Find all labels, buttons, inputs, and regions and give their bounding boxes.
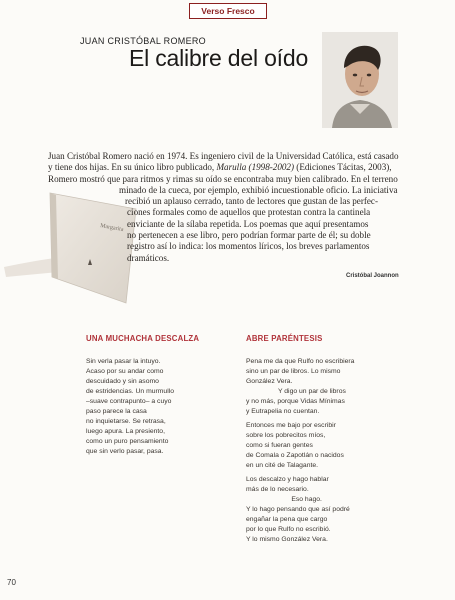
poem-title: UNA MUCHACHA DESCALZA — [86, 334, 200, 343]
intro-line: recibió un aplauso cerrado, tanto de lectores que gustan de las perfec- — [125, 196, 378, 207]
poem-body — [246, 357, 354, 545]
poem-body — [86, 357, 174, 457]
poem-line: en un cité de Talagante. — [246, 462, 319, 469]
poem-line: Eso hago. — [246, 496, 322, 503]
book-title: Marulla (1998-2002) — [216, 162, 295, 173]
poem-line: Y lo hago pensando que así podré — [246, 506, 350, 513]
intro-line: minado de la cueca, por ejemplo, exhibió incuestionable oficio. La iniciativa — [119, 184, 398, 195]
intro-paragraph — [48, 151, 400, 264]
poem-line: Sin verla pasar la intuyo. — [86, 358, 161, 365]
poem-line: y Eutrapelia no cuentan. — [246, 408, 320, 415]
intro-line: y tiene dos hijas. En su único libro publicado, Marulla (1998-2002) (Ediciones Tácitas, 2003), — [48, 162, 392, 173]
author-name: JUAN CRISTÓBAL ROMERO — [80, 36, 206, 46]
poem-line: sobre los pobrecitos míos, — [246, 432, 326, 439]
intro-line: registro así lo indica: los momentos líricos, los breves parlamentos — [127, 241, 370, 252]
poem-line: Acaso por su andar como — [86, 368, 164, 375]
poem-line: y no más, porque Vidas Mínimas — [246, 398, 345, 405]
poem-line: sino un par de libros. Lo mismo — [246, 368, 341, 375]
intro-line: no pertenecen a ese libro, pero podrían formar parte de él; su doble — [127, 230, 371, 241]
poem-line: Los descalzo y hago hablar — [246, 476, 329, 483]
poem-line: Y lo mismo González Vera. — [246, 536, 328, 543]
book-cover-title: Margarita — [99, 223, 124, 234]
poem-line: engañar la pena que cargo — [246, 516, 328, 523]
poem-line: de Comala o Zapotlán o nacidos — [246, 452, 344, 459]
poem-line: que sin verlo pasar, pasa. — [86, 448, 164, 455]
intro-line: enviciante de la sílaba repetida. Los poemas que aquí presentamos — [127, 218, 369, 229]
poem-line: como si fueran gentes — [246, 442, 313, 449]
signature: Cristóbal Joannon — [346, 273, 399, 279]
author-portrait-image — [322, 32, 398, 128]
intro-line: ciones formales como de aquellos que protestan contra la cantinela — [127, 207, 371, 218]
poem-line: no inquietarse. Se retrasa, — [86, 418, 166, 425]
poem-line: descuidado y sin asomo — [86, 378, 159, 385]
intro-line: Juan Cristóbal Romero nació en 1974. Es ingeniero civil de la Universidad Católica, está casado — [48, 151, 399, 161]
poem-line: Pena me da que Rulfo no escribiera — [246, 358, 355, 365]
intro-line: dramáticos. — [127, 252, 170, 263]
poem-line: paso parece la casa — [86, 408, 147, 415]
page-number: 70 — [7, 578, 16, 587]
poem-title: ABRE PARÉNTESIS — [246, 334, 323, 343]
author-photo — [322, 32, 398, 128]
poem-line: de estridencias. Un murmullo — [86, 388, 175, 395]
poem-line: Y digo un par de libros — [246, 388, 346, 395]
intro-line: Romero mostró que para ritmos y rimas su oído se encontraba muy bien calibrado. En el terreno — [48, 173, 398, 184]
poem-line: luego apura. La presiento, — [86, 428, 165, 435]
poem-line: por lo que Rulfo no escribió. — [246, 526, 331, 533]
poem-line: como un puro pensamiento — [86, 438, 169, 445]
article-title: El calibre del oído — [129, 45, 309, 71]
poem-line: González Vera. — [246, 378, 293, 385]
poem-line: Entonces me bajo por escribir — [246, 422, 336, 429]
poem-line: –suave contrapunto– a cuyo — [86, 398, 172, 405]
poem-line: más de lo necesario. — [246, 486, 309, 493]
section-tag: Verso Fresco — [189, 3, 267, 19]
